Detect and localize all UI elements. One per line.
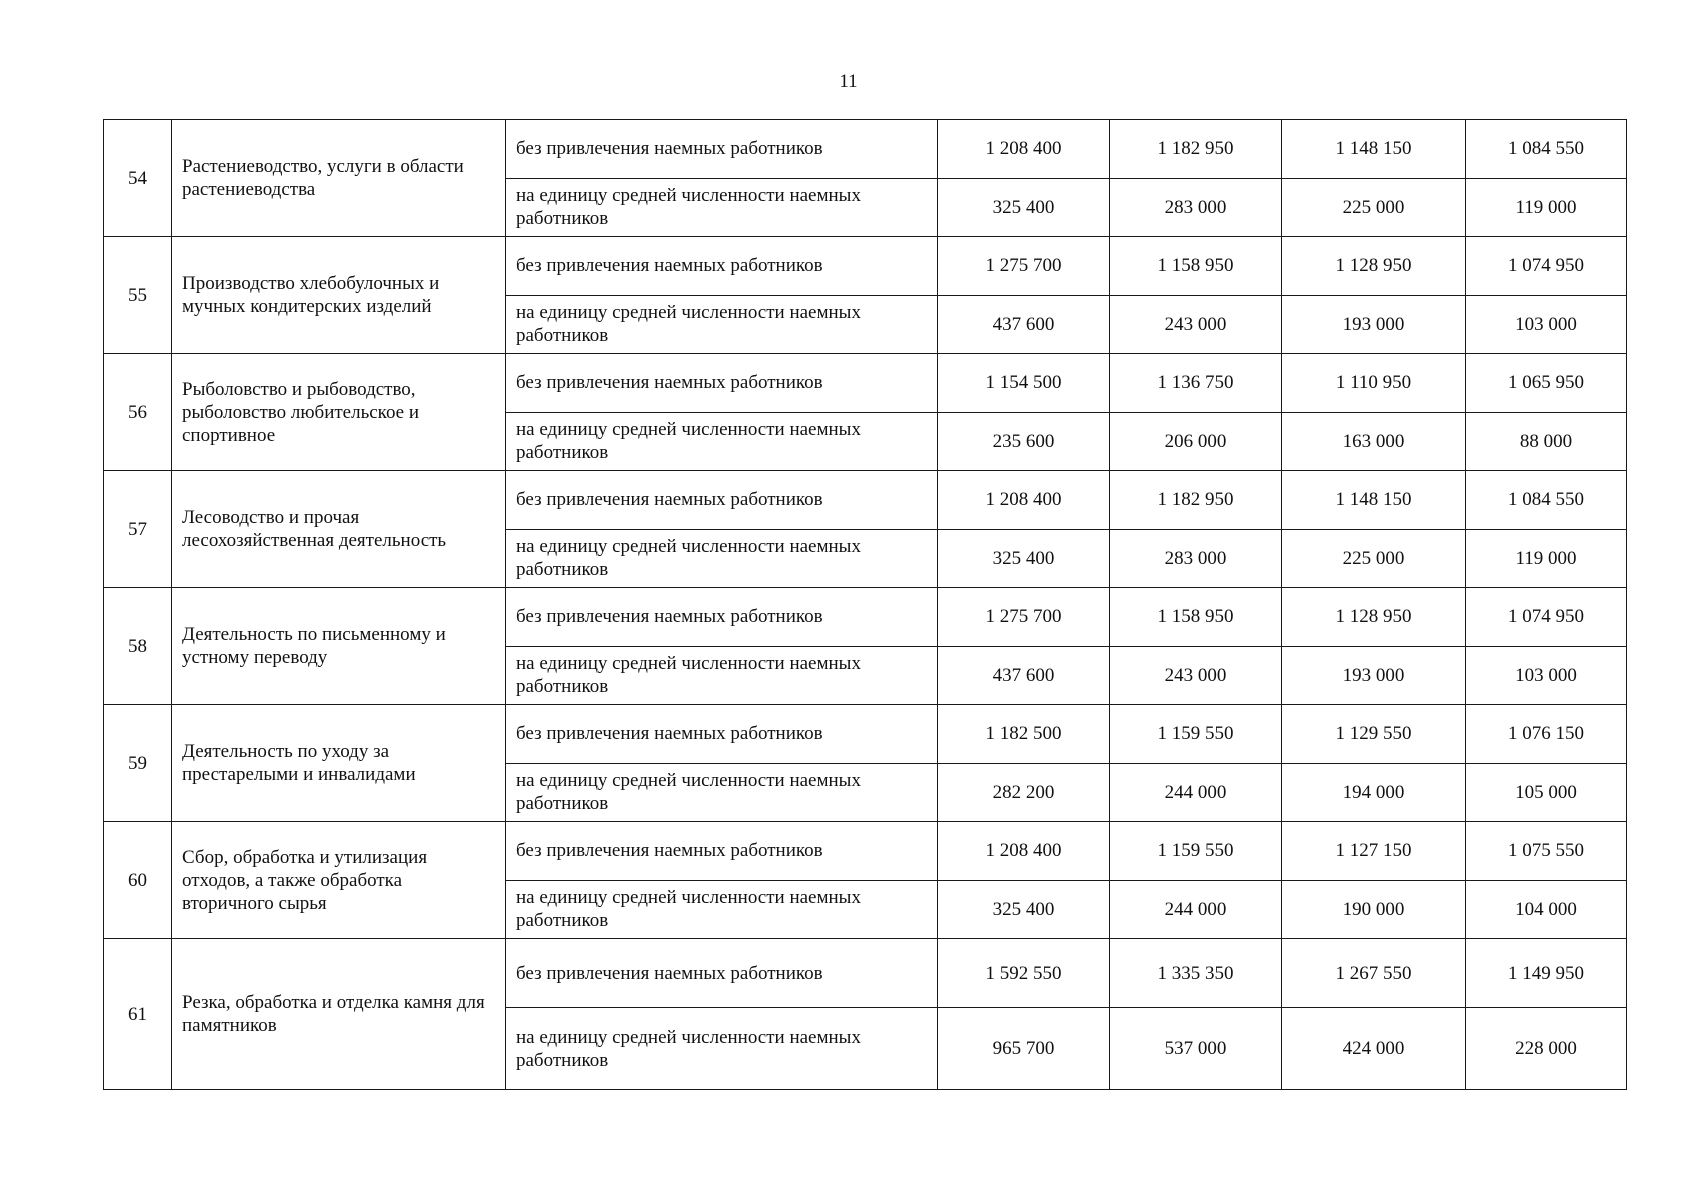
value-cell: 244 000 bbox=[1110, 880, 1282, 939]
value-cell: 104 000 bbox=[1466, 880, 1627, 939]
value-cell: 1 065 950 bbox=[1466, 354, 1627, 413]
value-cell: 88 000 bbox=[1466, 412, 1627, 471]
value-cell: 424 000 bbox=[1282, 1008, 1466, 1090]
value-cell: 163 000 bbox=[1282, 412, 1466, 471]
table-row bbox=[104, 471, 1627, 530]
value-cell: 1 084 550 bbox=[1466, 471, 1627, 530]
value-cell: 325 400 bbox=[938, 880, 1110, 939]
value-cell: 225 000 bbox=[1282, 178, 1466, 237]
row-number: 60 bbox=[104, 822, 172, 939]
value-cell: 1 208 400 bbox=[938, 120, 1110, 179]
value-cell: 1 149 950 bbox=[1466, 939, 1627, 1008]
value-cell: 1 129 550 bbox=[1282, 705, 1466, 764]
value-cell: 1 127 150 bbox=[1282, 822, 1466, 881]
value-cell: 1 335 350 bbox=[1110, 939, 1282, 1008]
value-cell: 103 000 bbox=[1466, 295, 1627, 354]
value-cell: 103 000 bbox=[1466, 646, 1627, 705]
value-cell: 243 000 bbox=[1110, 295, 1282, 354]
condition-label: на единицу средней численности наемных работников bbox=[506, 1008, 938, 1090]
condition-label: на единицу средней численности наемных работников bbox=[506, 295, 938, 354]
table-row bbox=[104, 822, 1627, 881]
table-row bbox=[104, 588, 1627, 647]
condition-label: без привлечения наемных работников bbox=[506, 237, 938, 296]
value-cell: 1 182 950 bbox=[1110, 471, 1282, 530]
value-cell: 1 128 950 bbox=[1282, 588, 1466, 647]
value-cell: 965 700 bbox=[938, 1008, 1110, 1090]
value-cell: 1 154 500 bbox=[938, 354, 1110, 413]
row-number: 57 bbox=[104, 471, 172, 588]
value-cell: 1 074 950 bbox=[1466, 588, 1627, 647]
value-cell: 1 158 950 bbox=[1110, 237, 1282, 296]
value-cell: 282 200 bbox=[938, 763, 1110, 822]
value-cell: 1 182 950 bbox=[1110, 120, 1282, 179]
value-cell: 1 159 550 bbox=[1110, 822, 1282, 881]
row-number: 61 bbox=[104, 939, 172, 1090]
value-cell: 1 208 400 bbox=[938, 822, 1110, 881]
condition-label: без привлечения наемных работников bbox=[506, 120, 938, 179]
value-cell: 243 000 bbox=[1110, 646, 1282, 705]
condition-label: на единицу средней численности наемных работников bbox=[506, 880, 938, 939]
value-cell: 119 000 bbox=[1466, 529, 1627, 588]
table-row bbox=[104, 354, 1627, 413]
value-cell: 1 158 950 bbox=[1110, 588, 1282, 647]
value-cell: 235 600 bbox=[938, 412, 1110, 471]
condition-label: без привлечения наемных работников bbox=[506, 939, 938, 1008]
value-cell: 1 076 150 bbox=[1466, 705, 1627, 764]
value-cell: 1 110 950 bbox=[1282, 354, 1466, 413]
value-cell: 325 400 bbox=[938, 178, 1110, 237]
value-cell: 190 000 bbox=[1282, 880, 1466, 939]
value-cell: 1 275 700 bbox=[938, 237, 1110, 296]
activity-name: Деятельность по уходу за престарелыми и инвалидами bbox=[172, 705, 506, 822]
value-cell: 1 208 400 bbox=[938, 471, 1110, 530]
value-cell: 225 000 bbox=[1282, 529, 1466, 588]
value-cell: 1 159 550 bbox=[1110, 705, 1282, 764]
table-row bbox=[104, 939, 1627, 1008]
value-cell: 1 275 700 bbox=[938, 588, 1110, 647]
row-number: 55 bbox=[104, 237, 172, 354]
condition-label: на единицу средней численности наемных работников bbox=[506, 529, 938, 588]
condition-label: без привлечения наемных работников bbox=[506, 471, 938, 530]
value-cell: 283 000 bbox=[1110, 178, 1282, 237]
condition-label: на единицу средней численности наемных работников bbox=[506, 178, 938, 237]
value-cell: 1 182 500 bbox=[938, 705, 1110, 764]
value-cell: 1 267 550 bbox=[1282, 939, 1466, 1008]
activity-name: Деятельность по письменному и устному переводу bbox=[172, 588, 506, 705]
value-cell: 1 075 550 bbox=[1466, 822, 1627, 881]
value-cell: 1 136 750 bbox=[1110, 354, 1282, 413]
value-cell: 283 000 bbox=[1110, 529, 1282, 588]
value-cell: 1 148 150 bbox=[1282, 120, 1466, 179]
table-row bbox=[104, 705, 1627, 764]
activity-name: Лесоводство и прочая лесохозяйственная деятельность bbox=[172, 471, 506, 588]
page-number: 11 bbox=[839, 71, 858, 92]
value-cell: 105 000 bbox=[1466, 763, 1627, 822]
value-cell: 194 000 bbox=[1282, 763, 1466, 822]
value-cell: 1 084 550 bbox=[1466, 120, 1627, 179]
condition-label: без привлечения наемных работников bbox=[506, 705, 938, 764]
value-cell: 193 000 bbox=[1282, 646, 1466, 705]
value-cell: 1 148 150 bbox=[1282, 471, 1466, 530]
condition-label: на единицу средней численности наемных работников bbox=[506, 412, 938, 471]
condition-label: без привлечения наемных работников bbox=[506, 354, 938, 413]
value-cell: 244 000 bbox=[1110, 763, 1282, 822]
activity-name: Резка, обработка и отделка камня для памятников bbox=[172, 939, 506, 1090]
table-row bbox=[104, 120, 1627, 179]
value-cell: 537 000 bbox=[1110, 1008, 1282, 1090]
row-number: 59 bbox=[104, 705, 172, 822]
value-cell: 119 000 bbox=[1466, 178, 1627, 237]
value-cell: 325 400 bbox=[938, 529, 1110, 588]
condition-label: без привлечения наемных работников bbox=[506, 822, 938, 881]
value-cell: 1 592 550 bbox=[938, 939, 1110, 1008]
value-cell: 437 600 bbox=[938, 646, 1110, 705]
condition-label: на единицу средней численности наемных работников bbox=[506, 646, 938, 705]
table-row bbox=[104, 237, 1627, 296]
value-cell: 193 000 bbox=[1282, 295, 1466, 354]
row-number: 56 bbox=[104, 354, 172, 471]
tax-rates-table bbox=[103, 119, 1627, 1090]
value-cell: 206 000 bbox=[1110, 412, 1282, 471]
condition-label: без привлечения наемных работников bbox=[506, 588, 938, 647]
value-cell: 1 128 950 bbox=[1282, 237, 1466, 296]
row-number: 54 bbox=[104, 120, 172, 237]
row-number: 58 bbox=[104, 588, 172, 705]
value-cell: 228 000 bbox=[1466, 1008, 1627, 1090]
condition-label: на единицу средней численности наемных работников bbox=[506, 763, 938, 822]
activity-name: Сбор, обработка и утилизация отходов, а также обработка вторичного сырья bbox=[172, 822, 506, 939]
activity-name: Растениеводство, услуги в области растениеводства bbox=[172, 120, 506, 237]
activity-name: Производство хлебобулочных и мучных кондитерских изделий bbox=[172, 237, 506, 354]
value-cell: 437 600 bbox=[938, 295, 1110, 354]
activity-name: Рыболовство и рыбоводство, рыболовство любительское и спортивное bbox=[172, 354, 506, 471]
value-cell: 1 074 950 bbox=[1466, 237, 1627, 296]
